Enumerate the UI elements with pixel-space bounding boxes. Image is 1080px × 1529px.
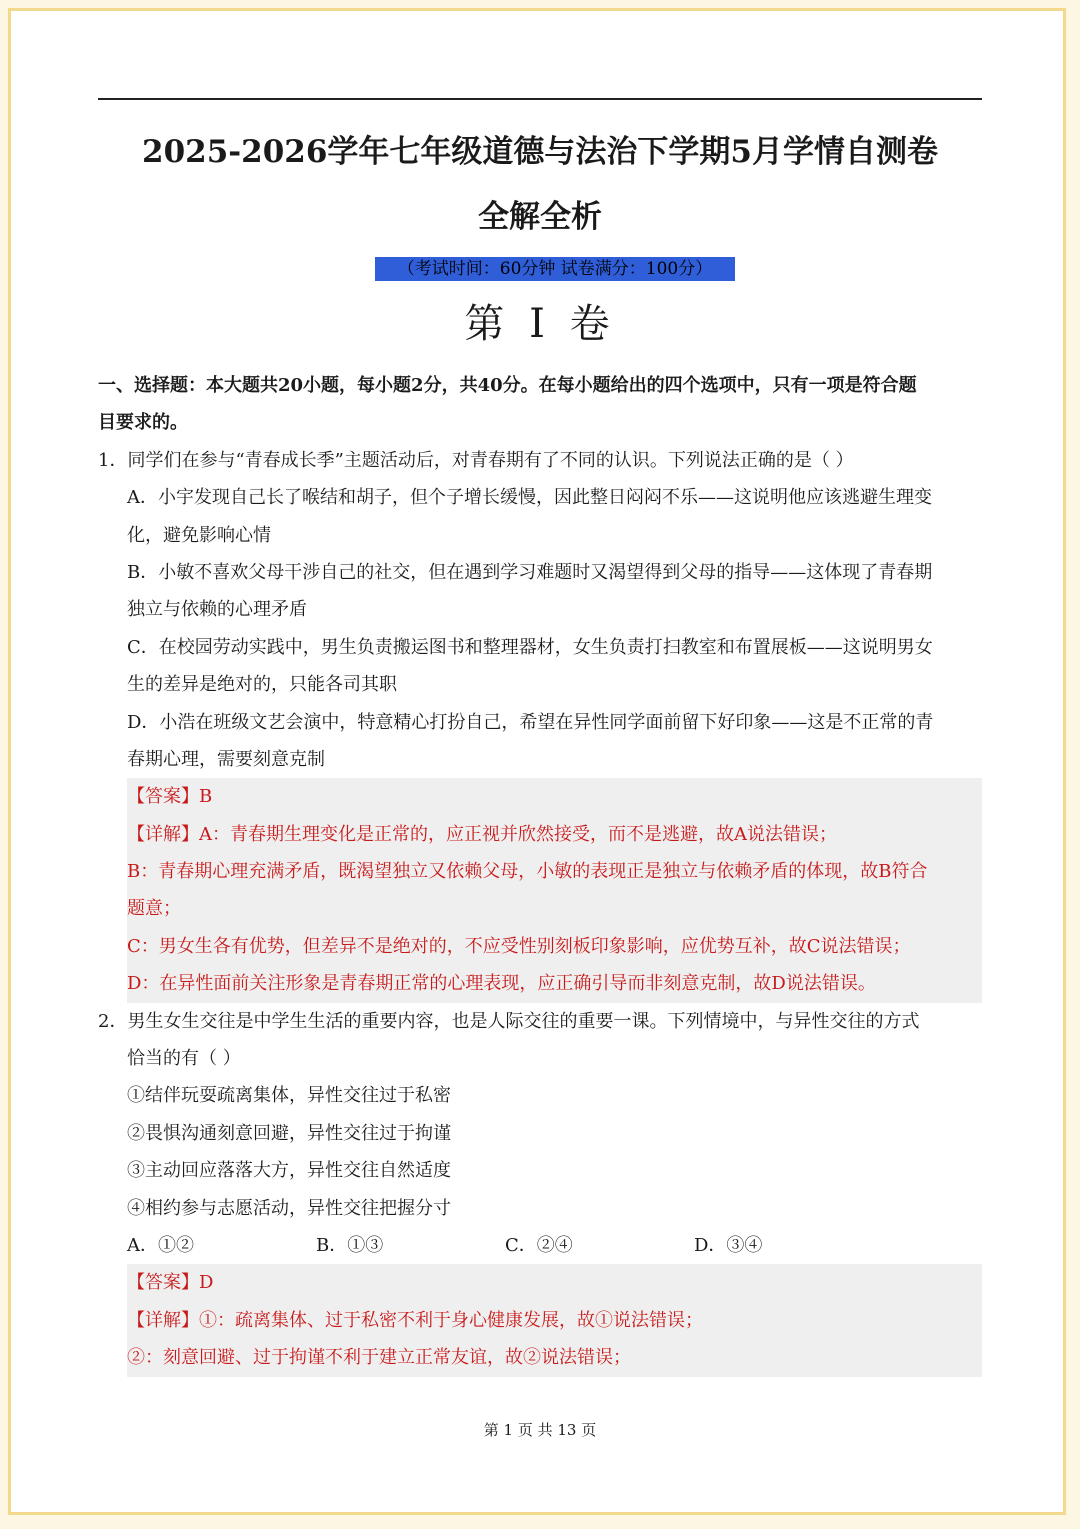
q1-explanation-c: C：男女生各有优势，但差异不是绝对的，不应受性别刻板印象影响，应优势互补，故C说法错误；	[127, 935, 911, 957]
page-title: 2025-2026学年七年级道德与法治下学期5月学情自测卷	[142, 134, 938, 170]
exam-info-highlight: （考试时间：60分钟 试卷满分：100分）	[375, 257, 735, 281]
section-heading: 一、选择题：本大题共20小题，每小题2分，共40分。在每小题给出的四个选项中，只有一项是符合题	[98, 375, 917, 396]
q2-item-3: ③主动回应落落大方，异性交往自然适度	[127, 1160, 451, 1182]
q2-answer: 【答案】D	[127, 1272, 214, 1294]
q2-options	[98, 1227, 982, 1264]
q2-item-4: ④相约参与志愿活动，异性交往把握分寸	[127, 1197, 451, 1219]
q1-stem: 1．同学们在参与“青春成长季”主题活动后，对青春期有了不同的认识。下列说法正确的是（ ）	[98, 449, 854, 471]
q2-option-c: C．②④	[505, 1234, 573, 1256]
q1-option-a: A．小宇发现自己长了喉结和胡子，但个子增长缓慢，因此整日闷闷不乐——这说明他应该逃避生理变	[127, 487, 932, 509]
q1-explanation-b-cont: 题意；	[127, 898, 181, 920]
q1-option-b: B．小敏不喜欢父母干涉自己的社交，但在遇到学习难题时又渴望得到父母的指导——这体现了青春期	[127, 561, 933, 583]
q1-explanation-b: B：青春期心理充满矛盾，既渴望独立又依赖父母，小敏的表现正是独立与依赖矛盾的体现，故B符合	[127, 861, 928, 883]
q2-stem: 2．男生女生交往是中学生生活的重要内容，也是人际交往的重要一课。下列情境中，与异性交往的方式	[98, 1010, 920, 1032]
q2-option-b: B．①③	[316, 1234, 384, 1256]
q2-item-2: ②畏惧沟通刻意回避，异性交往过于拘谨	[127, 1122, 451, 1144]
q1-explanation-a: 【详解】A：青春期生理变化是正常的，应正视并欣然接受，而不是逃避，故A说法错误；	[127, 823, 837, 845]
q2-explanation-1: 【详解】①：疏离集体、过于私密不利于身心健康发展，故①说法错误；	[127, 1309, 703, 1331]
volume-heading: 第 I 卷	[464, 301, 616, 347]
q1-option-c: C．在校园劳动实践中，男生负责搬运图书和整理器材，女生负责打扫教室和布置展板——这说明男女	[127, 636, 933, 658]
q2-option-d: D．③④	[694, 1234, 763, 1256]
q1-option-c-cont: 生的差异是绝对的，只能各司其职	[127, 674, 397, 696]
q1-answer: 【答案】B	[127, 786, 213, 808]
q2-item-1: ①结伴玩耍疏离集体，异性交往过于私密	[127, 1085, 451, 1107]
section-heading-cont: 目要求的。	[98, 412, 188, 434]
page-subtitle: 全解全析	[478, 199, 602, 235]
q2-option-a: A．①②	[127, 1234, 194, 1256]
q2-explanation-2: ②：刻意回避、过于拘谨不利于建立正常友谊，故②说法错误；	[127, 1347, 631, 1369]
q1-option-a-cont: 化，避免影响心情	[127, 524, 271, 546]
q1-option-d-cont: 春期心理，需要刻意克制	[127, 748, 325, 770]
q1-answer-box	[127, 778, 982, 1002]
document-content	[98, 367, 982, 1377]
q1-explanation-d: D：在异性面前关注形象是青春期正常的心理表现，应正确引导而非刻意克制，故D说法错误。	[127, 973, 876, 995]
header-rule	[98, 98, 982, 100]
q1-option-b-cont: 独立与依赖的心理矛盾	[127, 599, 307, 621]
q1-option-d: D．小浩在班级文艺会演中，特意精心打扮自己，希望在异性同学面前留下好印象——这是不正常的青	[127, 711, 934, 733]
q2-stem-cont: 恰当的有（ ）	[127, 1048, 241, 1070]
q2-answer-box	[127, 1264, 982, 1376]
page-number: 第 1 页 共 13 页	[483, 1421, 597, 1439]
